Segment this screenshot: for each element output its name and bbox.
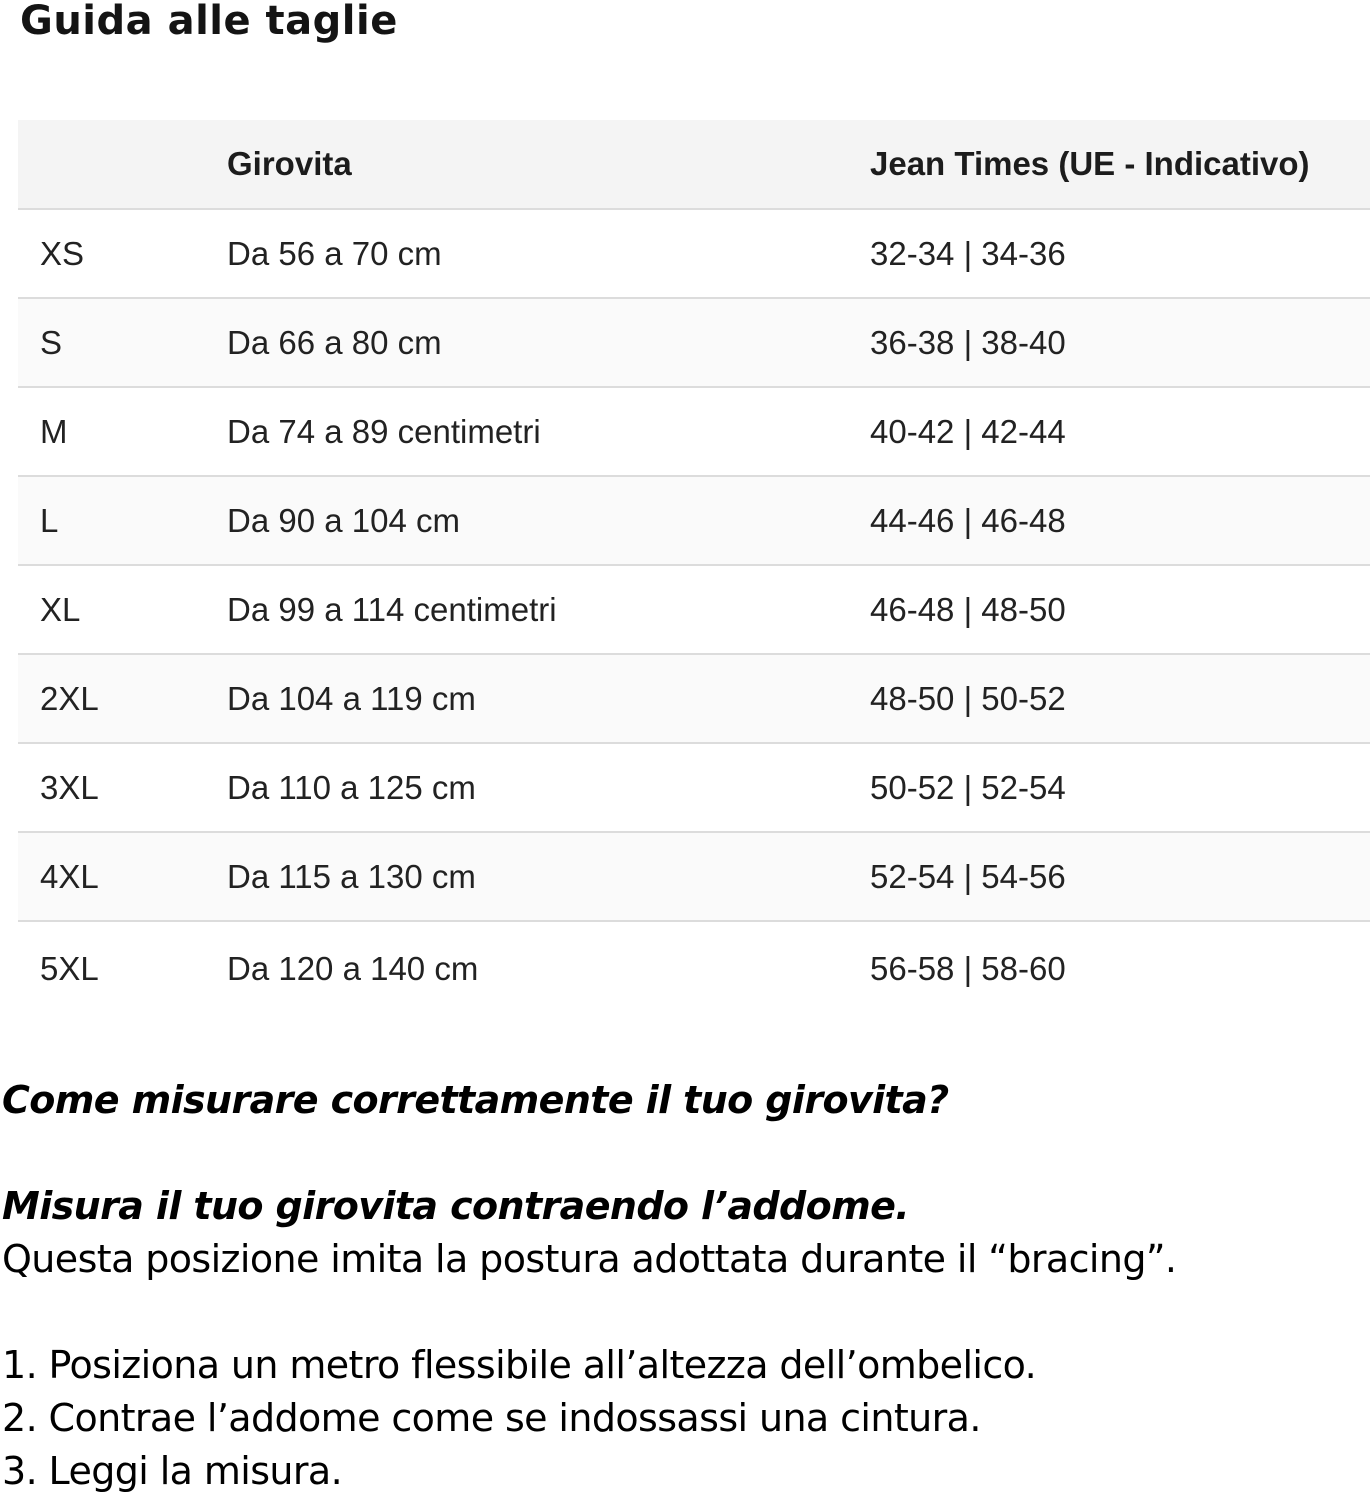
table-header-row bbox=[18, 120, 1370, 209]
cell-waist: Da 104 a 119 cm bbox=[227, 679, 476, 717]
cell-size: M bbox=[40, 412, 68, 450]
header-jean-size: Jean Times (UE - Indicativo) bbox=[870, 145, 1310, 182]
spacer bbox=[2, 1127, 1176, 1180]
cell-waist: Da 74 a 89 centimetri bbox=[227, 412, 541, 450]
guide-question: Come misurare correttamente il tuo girovita? bbox=[2, 1078, 949, 1122]
guide-instruction-heading: Misura il tuo girovita contraendo l’addome. bbox=[2, 1184, 910, 1228]
cell-size: 2XL bbox=[40, 679, 99, 717]
cell-waist: Da 56 a 70 cm bbox=[227, 234, 442, 272]
table-row bbox=[18, 476, 1370, 565]
cell-jean-size: 36-38 | 38-40 bbox=[870, 323, 1066, 361]
cell-size: 3XL bbox=[40, 768, 99, 806]
table-row bbox=[18, 565, 1370, 654]
cell-waist: Da 120 a 140 cm bbox=[227, 949, 479, 987]
cell-jean-size: 48-50 | 50-52 bbox=[870, 679, 1066, 717]
table-row bbox=[18, 298, 1370, 387]
table-row bbox=[18, 654, 1370, 743]
cell-waist: Da 99 a 114 centimetri bbox=[227, 590, 557, 628]
cell-jean-size: 50-52 | 52-54 bbox=[870, 768, 1066, 806]
cell-jean-size: 52-54 | 54-56 bbox=[870, 857, 1066, 895]
cell-jean-size: 32-34 | 34-36 bbox=[870, 234, 1066, 272]
cell-waist: Da 115 a 130 cm bbox=[227, 857, 476, 895]
guide-step: 3. Leggi la misura. bbox=[2, 1449, 343, 1493]
size-chart-table bbox=[18, 120, 1370, 1015]
cell-size: S bbox=[40, 323, 63, 361]
page-title: Guida alle taglie bbox=[20, 0, 398, 44]
table-row bbox=[18, 832, 1370, 921]
guide-step: 2. Contrae l’addome come se indossassi una cintura. bbox=[2, 1396, 981, 1440]
cell-jean-size: 46-48 | 48-50 bbox=[870, 590, 1066, 628]
cell-jean-size: 40-42 | 42-44 bbox=[870, 412, 1066, 450]
cell-jean-size: 56-58 | 58-60 bbox=[870, 949, 1066, 987]
guide-instruction-note: Questa posizione imita la postura adottata durante il “bracing”. bbox=[2, 1237, 1177, 1281]
guide-step: 1. Posiziona un metro flessibile all’altezza dell’ombelico. bbox=[2, 1343, 1037, 1387]
cell-size: XS bbox=[40, 234, 85, 272]
cell-size: 5XL bbox=[40, 949, 99, 987]
cell-waist: Da 90 a 104 cm bbox=[227, 501, 460, 539]
spacer bbox=[2, 1286, 1176, 1339]
header-waist: Girovita bbox=[227, 145, 352, 182]
table-row bbox=[18, 743, 1370, 832]
measurement-guide bbox=[2, 1074, 1176, 1498]
header-size bbox=[18, 120, 227, 209]
cell-size: 4XL bbox=[40, 857, 99, 895]
cell-waist: Da 66 a 80 cm bbox=[227, 323, 442, 361]
cell-size: XL bbox=[40, 590, 81, 628]
table-row bbox=[18, 921, 1370, 1015]
cell-waist: Da 110 a 125 cm bbox=[227, 768, 476, 806]
cell-size: L bbox=[40, 501, 59, 539]
cell-jean-size: 44-46 | 46-48 bbox=[870, 501, 1066, 539]
table-row bbox=[18, 387, 1370, 476]
table-row bbox=[18, 209, 1370, 298]
